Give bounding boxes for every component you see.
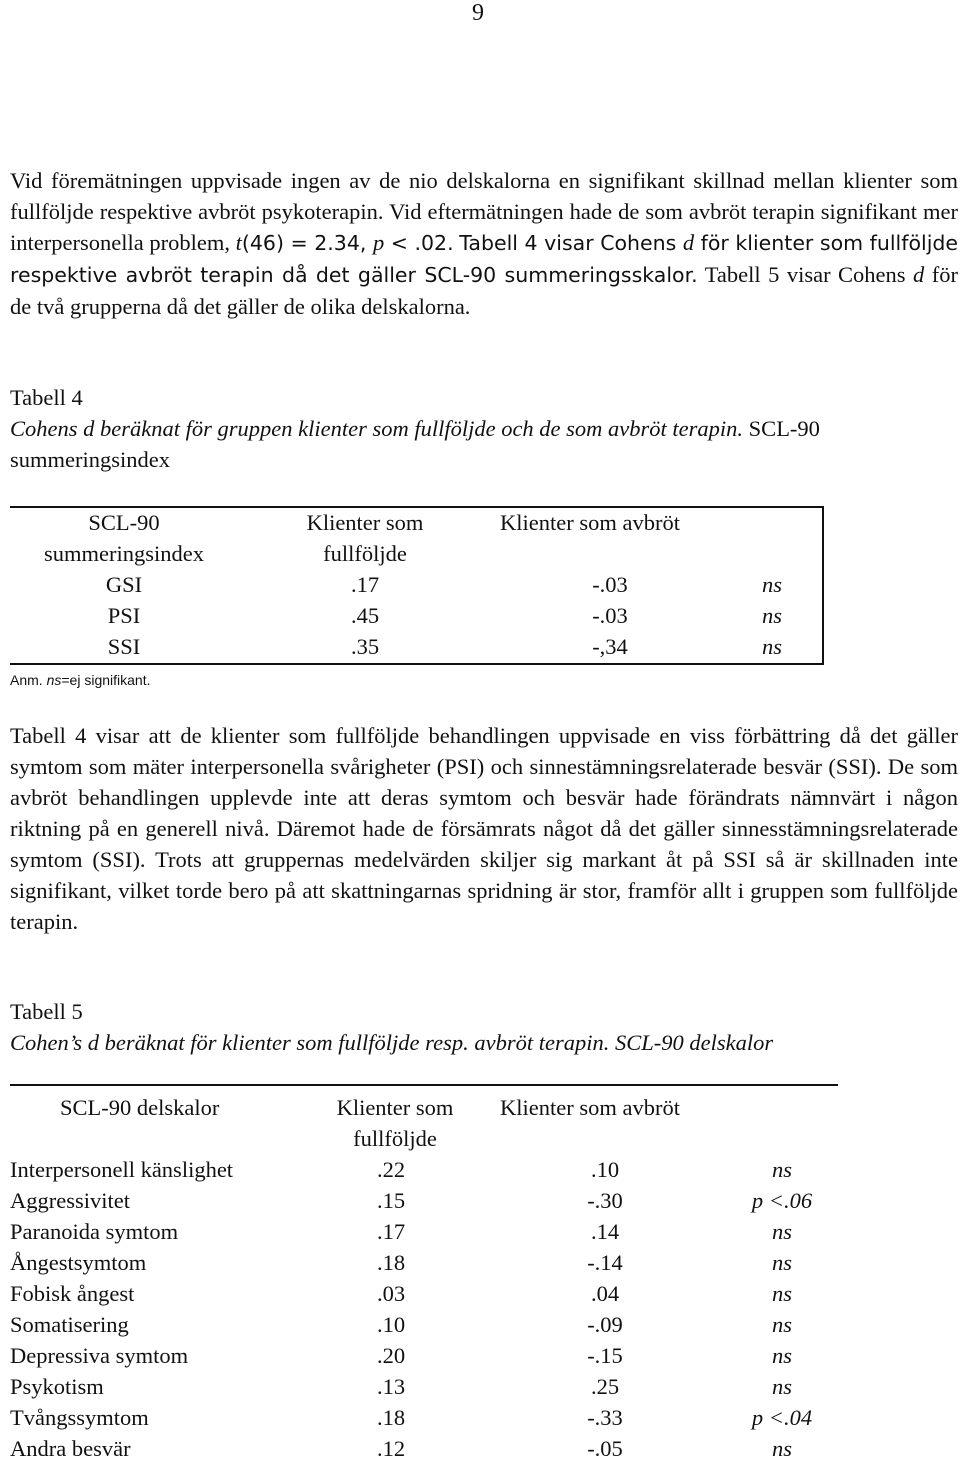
- table4-note-suffix: =ej signifikant.: [61, 672, 151, 688]
- table5-cell-sig: ns: [771, 1157, 793, 1182]
- table4-label: Tabell 4: [10, 385, 83, 410]
- table5-header-col2-line2: fullföljde: [353, 1126, 437, 1151]
- p-value: < .02.: [384, 231, 454, 255]
- table5-header-col2-line1: Klienter som: [336, 1095, 454, 1120]
- table4-row-gsi-name: GSI: [105, 572, 143, 597]
- intro-paragraph: [10, 165, 958, 322]
- table5-cell-name: Ångestsymtom: [10, 1250, 147, 1275]
- table4-header-col2-line1: Klienter som: [306, 510, 424, 535]
- table5-cell-name: Tvångssymtom: [10, 1405, 149, 1430]
- table5-cell-dropped: .25: [590, 1374, 620, 1399]
- table4-row-ssi-dropped: -,34: [592, 634, 628, 659]
- table5-label: Tabell 5: [10, 999, 83, 1024]
- table4-row-ssi-sig: ns: [761, 634, 783, 659]
- table5-cell-completed: .13: [376, 1374, 406, 1399]
- table4-header-col1-line1: SCL-90: [88, 510, 160, 535]
- table4-caption: [10, 413, 958, 475]
- table5-cell-sig: ns: [771, 1374, 793, 1399]
- table4-row-psi-sig: ns: [761, 603, 783, 628]
- table5-cell-name: Psykotism: [10, 1374, 104, 1399]
- tab4-text-pre: Tabell 4 visar Cohens: [459, 231, 683, 255]
- table4-caption-normal: SCL-90 summeringsindex: [10, 416, 820, 472]
- table5-cell-dropped: .10: [590, 1157, 620, 1182]
- table4-note: [10, 671, 150, 689]
- table5-cell-name: Andra besvär: [10, 1436, 131, 1461]
- table5-cell-sig: ns: [771, 1250, 793, 1275]
- table4-row-gsi-sig: ns: [761, 572, 783, 597]
- table5-cell-dropped: .04: [590, 1281, 620, 1306]
- table4-note-ns: ns: [46, 672, 62, 688]
- table5-cell-completed: .18: [376, 1250, 406, 1275]
- table5-cell-completed: .22: [376, 1157, 406, 1182]
- table4-bottom-border: [10, 663, 823, 665]
- table5-cell-dropped: -.09: [587, 1312, 623, 1337]
- table4-right-border: [822, 506, 824, 665]
- discussion-paragraph: Tabell 4 visar att de klienter som fullföljde behandlingen uppvisade en viss förbättring då det gäller symtom som mäter interpersonella svårigheter (PSI) och sinnestämningsrelaterade besvär (SSI). De som avbröt behandlingen upplevde inte att deras symtom och besvär hade förändrats nämnvärt i någon riktning på en generell nivå. Däremot hade de försämrats något då det gäller sinnesstämningsrelaterade symtom (SSI). Trots att gruppernas medelvärden skiljer sig markant åt på SSI så är skillnaden inte signifikant, vilket torde bero på att skattningarnas spridning är stor, framför allt i gruppen som fullföljde terapin.: [10, 723, 958, 934]
- page-number: 9: [472, 0, 484, 26]
- table5-cell-name: Paranoida symtom: [10, 1219, 179, 1244]
- table5-cell-completed: .20: [376, 1343, 406, 1368]
- table5-cell-name: Fobisk ångest: [10, 1281, 135, 1306]
- table5-cell-sig: ns: [771, 1219, 793, 1244]
- tab5-text-post: för de två grupperna då det gäller de olika delskalorna.: [10, 262, 958, 319]
- table5-top-border: [10, 1084, 838, 1086]
- table4-note-prefix: Anm.: [10, 672, 47, 688]
- table5-cell-dropped: -.14: [587, 1250, 623, 1275]
- table5-cell-completed: .10: [376, 1312, 406, 1337]
- table4-row-psi-name: PSI: [107, 603, 141, 628]
- table4-caption-italic: Cohens d beräknat för gruppen klienter som fullföljde och de som avbröt terapin.: [10, 416, 744, 441]
- tab4-text-post: för klienter som fullföljde respektive avbröt terapin då det gäller SCL-90 summeringsskalor.: [10, 231, 959, 287]
- table5-cell-completed: .03: [376, 1281, 406, 1306]
- d-symbol: d: [682, 230, 695, 255]
- tab5-text-pre: Tabell 5 visar Cohens: [697, 262, 914, 287]
- table5-caption: Cohen’s d beräknat för klienter som fullföljde resp. avbröt terapin. SCL-90 delskalor: [10, 1030, 774, 1055]
- table4-header-col3: Klienter som avbröt: [500, 510, 680, 535]
- t-symbol: t: [235, 230, 242, 255]
- table5-cell-sig: ns: [771, 1312, 793, 1337]
- table4-row-psi-completed: .45: [350, 603, 380, 628]
- table5-cell-dropped: -.30: [587, 1188, 623, 1213]
- table4-header-col2-line2: fullföljde: [323, 541, 407, 566]
- table5-cell-completed: .17: [376, 1219, 406, 1244]
- table5-cell-dropped: .14: [590, 1219, 620, 1244]
- p-symbol: p: [372, 230, 385, 255]
- table5-cell-name: Interpersonell känslighet: [10, 1157, 234, 1182]
- table4-row-psi-dropped: -.03: [592, 603, 628, 628]
- table5-cell-dropped: -.33: [587, 1405, 623, 1430]
- table4-row-gsi-completed: .17: [350, 572, 380, 597]
- intro-text: Vid föremätningen uppvisade ingen av de nio delskalorna en signifikant skillnad mellan klienter som fullföljde respektive avbröt psykoterapin. Vid eftermätningen hade de som avbröt terapin signifikant mer interpersonella problem,: [10, 168, 958, 255]
- table5-cell-dropped: -.15: [587, 1343, 623, 1368]
- t-df: (46) = 2.34,: [241, 231, 373, 255]
- table5-cell-name: Aggressivitet: [10, 1188, 130, 1213]
- table5-cell-sig: ns: [771, 1343, 793, 1368]
- table5-cell-name: Somatisering: [10, 1312, 129, 1337]
- d-symbol-2: d: [913, 262, 925, 287]
- table5-cell-sig: ns: [771, 1436, 793, 1461]
- table5-cell-dropped: -.05: [587, 1436, 623, 1461]
- table4-row-gsi-dropped: -.03: [592, 572, 628, 597]
- table5-header-col3: Klienter som avbröt: [500, 1095, 680, 1120]
- table5-cell-completed: .15: [376, 1188, 406, 1213]
- table4-row-ssi-completed: .35: [350, 634, 380, 659]
- table5-header-col1: SCL-90 delskalor: [60, 1095, 220, 1120]
- table5-cell-completed: .18: [376, 1405, 406, 1430]
- table5-cell-sig: p <.06: [751, 1188, 813, 1213]
- table5-cell-sig: p <.04: [751, 1405, 813, 1430]
- table5-cell-completed: .12: [376, 1436, 406, 1461]
- table4-header-col1-line2: summeringsindex: [44, 541, 204, 566]
- table5-cell-sig: ns: [771, 1281, 793, 1306]
- table4-row-ssi-name: SSI: [107, 634, 141, 659]
- table5-cell-name: Depressiva symtom: [10, 1343, 189, 1368]
